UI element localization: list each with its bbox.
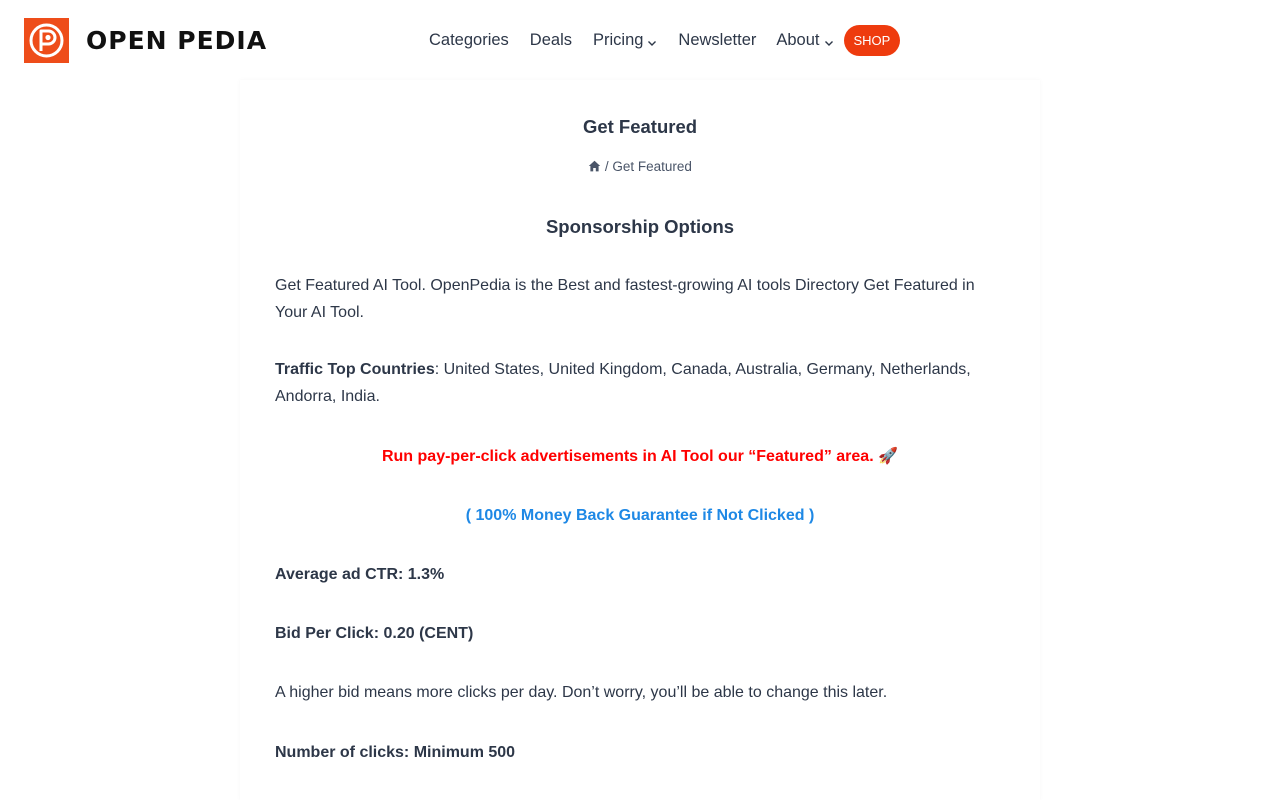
nav-pricing-label: Pricing [592,31,644,49]
nav-about[interactable] [776,24,833,57]
chevron-down-icon [647,27,657,57]
nav-deals[interactable] [530,25,572,55]
breadcrumb-current: Get Featured [612,159,692,174]
section-title: Sponsorship Options [545,216,735,237]
site-header [0,0,1280,80]
ppc-promo-text: Run pay-per-click advertisements in AI Tool our “Featured” area. 🚀 [381,448,899,465]
nav-categories-label: Categories [429,31,509,49]
breadcrumb [0,157,1280,178]
nav-pricing[interactable] [593,24,657,57]
nav-deals-label: Deals [529,31,572,49]
site-logo-text[interactable]: OPEN PEDIA [86,26,268,55]
nav-newsletter[interactable] [678,25,756,55]
traffic-label: Traffic Top Countries [275,361,435,378]
nav-categories[interactable] [429,25,509,55]
nav-newsletter-label: Newsletter [678,31,757,49]
open-pedia-logo-icon[interactable] [24,18,69,63]
traffic-paragraph [275,357,1005,410]
traffic-countries: : United States, United Kingdom, Canada, Australia, Germany, Netherlands, Andorra, India. [275,361,971,405]
bid-per-click: Bid Per Click: 0.20 (CENT) [275,625,474,642]
shop-button[interactable]: SHOP [844,25,901,56]
chevron-down-icon [824,27,834,57]
nav-about-label: About [776,31,820,49]
main-nav [429,25,900,55]
home-icon[interactable] [588,158,601,178]
breadcrumb-separator: / [604,159,609,174]
money-back-guarantee-text: ( 100% Money Back Guarantee if Not Clicked ) [465,507,815,524]
average-ctr: Average ad CTR: 1.3% [275,566,445,583]
page-title: Get Featured [582,116,698,137]
minimum-clicks: Number of clicks: Minimum 500 [275,744,516,761]
bid-note: A higher bid means more clicks per day. Don’t worry, you’ll be able to change this later. [275,684,888,701]
intro-paragraph: Get Featured AI Tool. OpenPedia is the Best and fastest-growing AI tools Directory Get Featured in Your AI Tool. [275,277,975,321]
